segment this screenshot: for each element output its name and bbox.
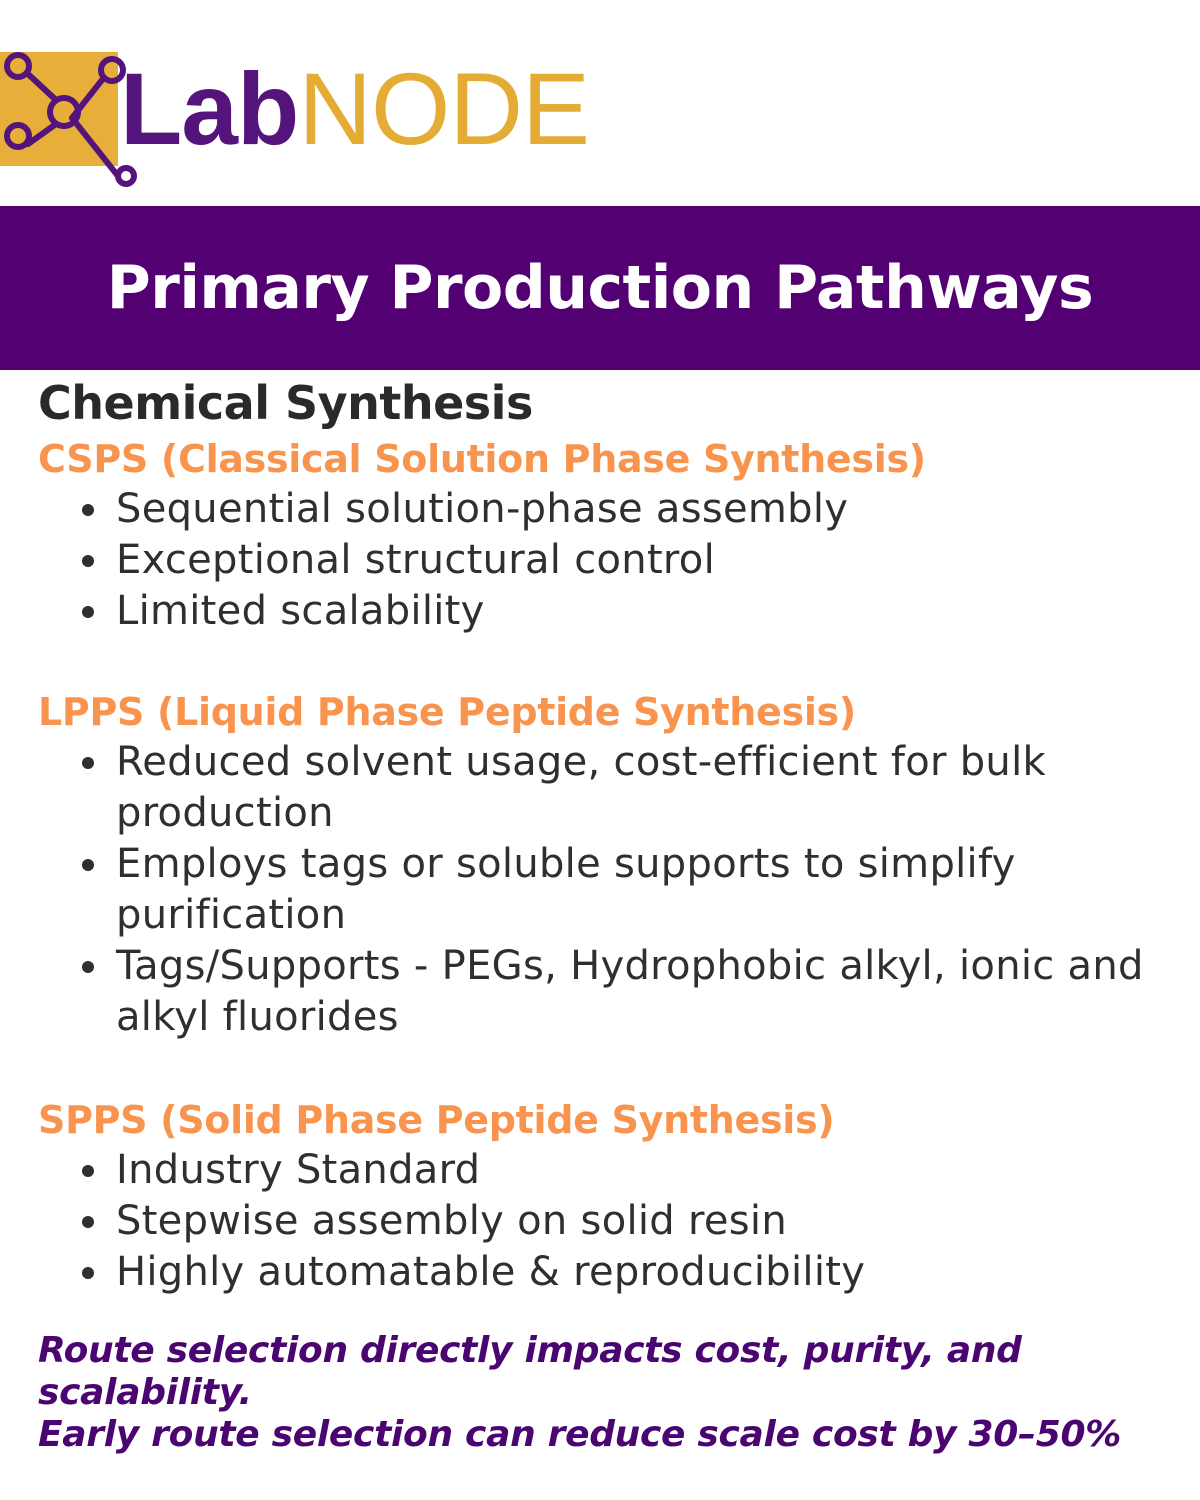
list-item xyxy=(116,484,1178,535)
bullet-icon xyxy=(82,606,94,618)
main-content xyxy=(38,372,1178,1298)
page-title: Primary Production Pathways xyxy=(106,253,1094,323)
list-item-text: Sequential solution-phase assembly xyxy=(116,486,849,532)
list-item xyxy=(116,1196,1178,1247)
footer-line-1: Route selection directly impacts cost, purity, and scalability. xyxy=(38,1330,1022,1413)
bullet-icon xyxy=(82,757,94,769)
method-title: SPPS (Solid Phase Peptide Synthesis) xyxy=(38,1098,835,1142)
logo-text-lab: Lab xyxy=(120,52,299,166)
bullet-list xyxy=(38,737,1178,1043)
list-item xyxy=(116,1247,1178,1298)
list-item-text: Reduced solvent usage, cost-efficient for bulk production xyxy=(116,739,1046,836)
method-title: CSPS (Classical Solution Phase Synthesis) xyxy=(38,437,926,481)
bullet-icon xyxy=(82,1216,94,1228)
logo-text-node: NODE xyxy=(298,52,590,166)
bullet-list xyxy=(38,484,1178,637)
footer-line-2: Early route selection can reduce scale cost by 30–50% xyxy=(38,1414,1122,1455)
list-item-text: Industry Standard xyxy=(116,1147,481,1193)
list-item xyxy=(116,839,1178,941)
bullet-icon xyxy=(82,859,94,871)
bullet-icon xyxy=(82,1165,94,1177)
list-item xyxy=(116,941,1178,1043)
list-item-text: Stepwise assembly on solid resin xyxy=(116,1198,787,1244)
bullet-icon xyxy=(82,961,94,973)
list-item-text: Exceptional structural control xyxy=(116,537,715,583)
logo-wordmark xyxy=(120,54,589,164)
labnode-logo xyxy=(0,48,620,188)
list-item-text: Employs tags or soluble supports to simplify purification xyxy=(116,841,1016,938)
method-lpps xyxy=(38,687,1178,1043)
bullet-list xyxy=(38,1145,1178,1298)
list-item xyxy=(116,737,1178,839)
method-csps xyxy=(38,434,1178,637)
spacer xyxy=(38,1043,1178,1095)
bullet-icon xyxy=(82,555,94,567)
footer-callout xyxy=(38,1330,1178,1456)
bullet-icon xyxy=(82,504,94,516)
title-banner xyxy=(0,206,1200,370)
list-item xyxy=(116,586,1178,637)
method-spps xyxy=(38,1095,1178,1298)
spacer xyxy=(38,637,1178,687)
section-title: Chemical Synthesis xyxy=(38,376,533,430)
list-item-text: Highly automatable & reproducibility xyxy=(116,1249,866,1295)
list-item-text: Tags/Supports - PEGs, Hydrophobic alkyl, ionic and alkyl fluorides xyxy=(116,943,1144,1040)
list-item xyxy=(116,1145,1178,1196)
method-title: LPPS (Liquid Phase Peptide Synthesis) xyxy=(38,690,856,734)
bullet-icon xyxy=(82,1267,94,1279)
list-item xyxy=(116,535,1178,586)
list-item-text: Limited scalability xyxy=(116,588,485,634)
